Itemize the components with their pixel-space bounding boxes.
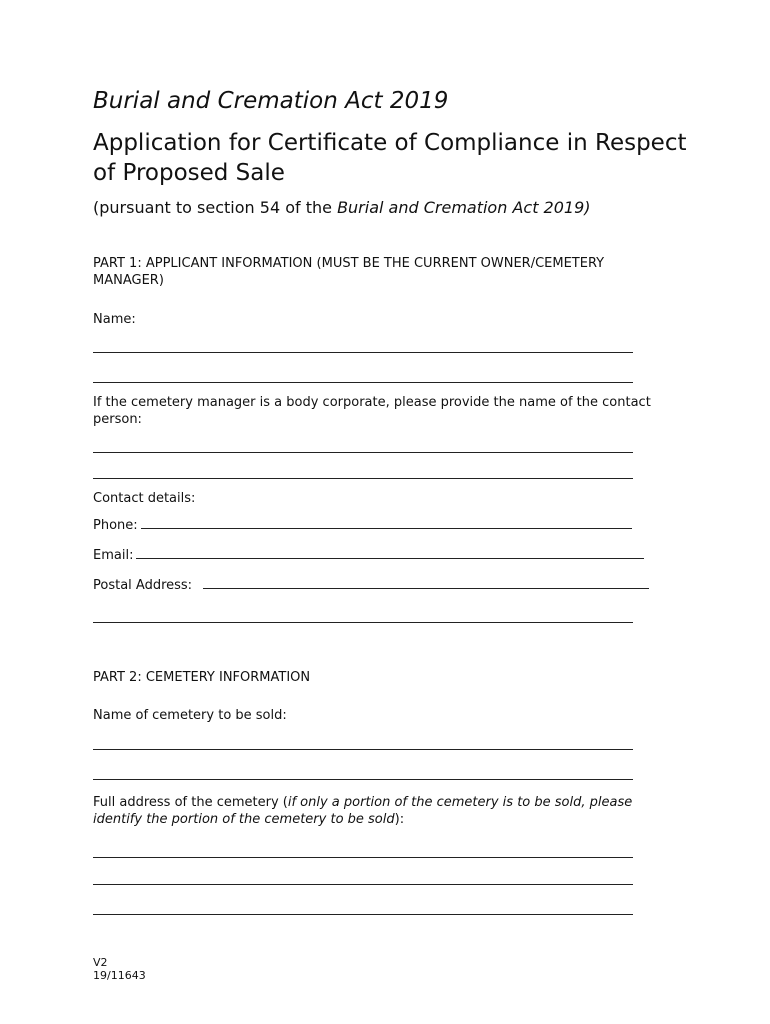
- pursuant-line: [93, 197, 591, 219]
- act-title: Burial and Cremation Act 2019: [93, 88, 449, 114]
- contact-person-line-1[interactable]: [93, 452, 633, 453]
- body-corporate-label: If the cemetery manager is a body corporate, please provide the name of the contact person:: [93, 395, 651, 427]
- email-label: Email:: [93, 548, 134, 563]
- pursuant-prefix: (pursuant to section 54 of the: [93, 198, 338, 217]
- footer: [93, 956, 146, 982]
- cemetery-address-line-2[interactable]: [93, 884, 633, 885]
- cemetery-name-line-2[interactable]: [93, 779, 633, 780]
- name-line-2[interactable]: [93, 382, 633, 383]
- version-label: V2: [93, 956, 108, 969]
- cemetery-address-line-3[interactable]: [93, 914, 633, 915]
- postal-label: Postal Address:: [93, 578, 193, 593]
- cemetery-address-line-1[interactable]: [93, 857, 633, 858]
- phone-label: Phone:: [93, 518, 138, 533]
- email-line[interactable]: [136, 558, 644, 559]
- address-label-prefix: Full address of the cemetery (: [93, 795, 288, 810]
- contact-person-line-2[interactable]: [93, 478, 633, 479]
- application-title: Application for Certificate of Compliance in Respect of Proposed Sale: [93, 130, 687, 186]
- cemetery-name-line-1[interactable]: [93, 749, 633, 750]
- contact-details-label: Contact details:: [93, 491, 196, 506]
- phone-line[interactable]: [141, 528, 632, 529]
- email-row: [93, 547, 644, 564]
- address-label-italic: if only a portion of the cemetery is to be sold, please identify the portion of the cemetery to be sold: [93, 795, 633, 827]
- cemetery-name-label: Name of cemetery to be sold:: [93, 708, 287, 723]
- part1-heading: PART 1: APPLICANT INFORMATION (MUST BE THE CURRENT OWNER/CEMETERY MANAGER): [93, 256, 605, 288]
- pursuant-act: Burial and Cremation Act 2019): [337, 198, 591, 217]
- postal-row: [93, 577, 649, 594]
- postal-line-2[interactable]: [93, 622, 633, 623]
- phone-row: [93, 517, 632, 534]
- name-label: Name:: [93, 312, 136, 327]
- name-line-1[interactable]: [93, 352, 633, 353]
- reference-number: 19/11643: [93, 969, 146, 982]
- part2-heading: PART 2: CEMETERY INFORMATION: [93, 670, 311, 685]
- cemetery-address-label: [93, 794, 663, 828]
- address-label-suffix: ):: [394, 812, 405, 827]
- postal-line-1[interactable]: [203, 588, 649, 589]
